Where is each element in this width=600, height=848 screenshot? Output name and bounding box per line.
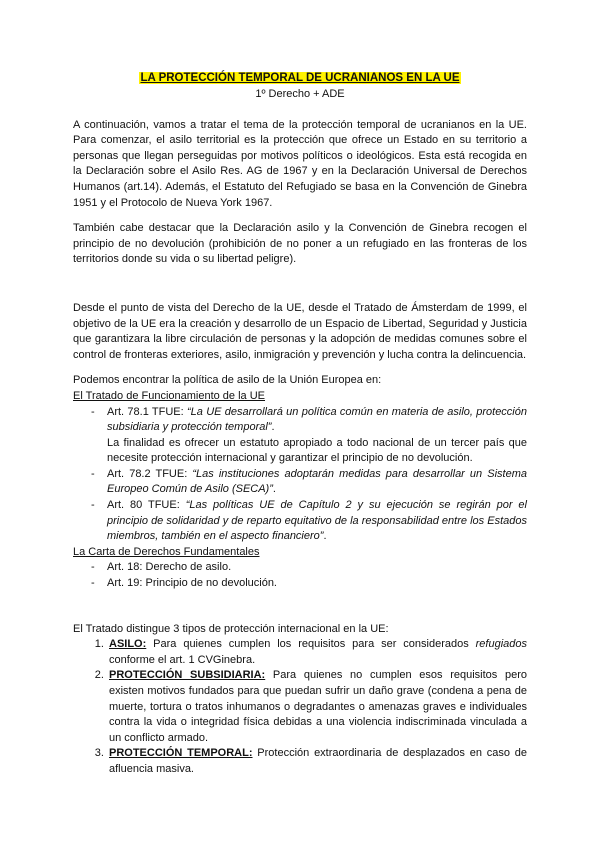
tipo-label: ASILO: [109,638,147,651]
carta-list [73,560,527,591]
tipo-proteccion-temporal: 3. PROTECCIÓN TEMPORAL: Protección extraordinaria de desplazados en caso de afluencia masiva. [107,746,527,777]
carta-item-19: - Art. 19: Principio de no devolución. [91,576,527,592]
tipo-label: PROTECCIÓN TEMPORAL: [109,747,253,760]
tfue-item-78-1: - Art. 78.1 TFUE: “La UE desarrollará un política común en materia de asilo, protección subsidiaria y protección temporal”. La finalidad es ofrecer un estatuto apropiado a todo nacional de un tercer país que necesite protección internacional y garantizar el principio de no devolución. [91,405,527,467]
tipo-proteccion-subsidiaria: 2. PROTECCIÓN SUBSIDIARIA: Para quienes no cumplen esos requisitos pero existen motivos fundados para que puedan sufrir un daño grave (condena a pena de muerte, tortura o tratos inhumanos o degradantes o amenazas graves e individuales contra la vida o integridad física debidas a una violencia indiscriminada vinculada a un conflicto armado. [107,668,527,746]
tfue-item-78-2: - Art. 78.2 TFUE: “Las instituciones adoptarán medidas para desarrollar un Sistema Europeo Común de Asilo (SECA)”. [91,467,527,498]
document-page [73,70,527,778]
tfue-quote: “Las políticas UE de Capítulo 2 y su ejecución se regirán por el principio de solidaridad y de reparto equitativo de la responsabilidad entre los Estados miembros, también en el aspecto financiero” [107,499,527,543]
document-title: LA PROTECCIÓN TEMPORAL DE UCRANIANOS EN LA UE [140,72,460,84]
tfue-list [73,405,527,545]
tipo-asilo: 1. ASILO: Para quienes cumplen los requisitos para ser considerados refugiados conforme el art. 1 CVGinebra. [107,637,527,668]
tipos-list [73,637,527,777]
paragraph-politica-intro: Podemos encontrar la política de asilo de la Unión Europea en: [73,374,382,387]
paragraph-tipos-intro: El Tratado distingue 3 tipos de protección internacional en la UE: [73,622,389,635]
document-subtitle: 1º Derecho + ADE [255,88,345,100]
paragraph-no-devolucion: También cabe destacar que la Declaración asilo y la Convención de Ginebra recogen el principio de no devolución (prohibición de no poner a un refugiado en las fronteras de los territorios donde su vida o su libertad peligre). [73,222,527,266]
tfue-quote: “La UE desarrollará un política común en materia de asilo, protección subsidiaria y protección temporal” [107,405,527,434]
paragraph-derecho-ue: Desde el punto de vista del Derecho de la UE, desde el Tratado de Ámsterdam de 1999, el objetivo de la UE era la creación y desarrollo de un Espacio de Libertad, Seguridad y Justicia que garantizara la libre circulación de personas y la adopción de medidas comunes sobre el control de fronteras exteriores, asilo, inmigración y prevención y lucha contra la delincuencia. [73,301,527,361]
paragraph-intro: A continuación, vamos a tratar el tema de la protección temporal de ucranianos en la UE. Para comenzar, el asilo territorial es la protección que ofrece un Estado en su territorio a personas que llegan perseguidas por motivos políticos o ideológicos. Esta está recogida en la Declaración sobre el Asilo Res. AG de 1967 y en la Declaración Universal de Derechos Humanos (art.14). Además, el Estatuto del Refugiado se basa en la Convención de Ginebra 1951 y el Protocolo de Nueva York 1967. [73,118,527,209]
tfue-item-follow: La finalidad es ofrecer un estatuto apropiado a todo nacional de un tercer país que necesite protección internacional y garantizar el principio de no devolución. [107,436,527,465]
tfue-quote: “Las instituciones adoptarán medidas para desarrollar un Sistema Europeo Común de Asilo (SECA)” [107,467,527,496]
tipo-label: PROTECCIÓN SUBSIDIARIA: [109,669,266,682]
tfue-item-80: - Art. 80 TFUE: “Las políticas UE de Capítulo 2 y su ejecución se regirán por el principio de solidaridad y de reparto equitativo de la responsabilidad entre los Estados miembros, también en el aspecto financiero”. [91,498,527,545]
carta-heading: La Carta de Derechos Fundamentales [73,545,260,558]
tfue-heading: El Tratado de Funcionamiento de la UE [73,389,266,402]
carta-item-18: - Art. 18: Derecho de asilo. [91,560,527,576]
